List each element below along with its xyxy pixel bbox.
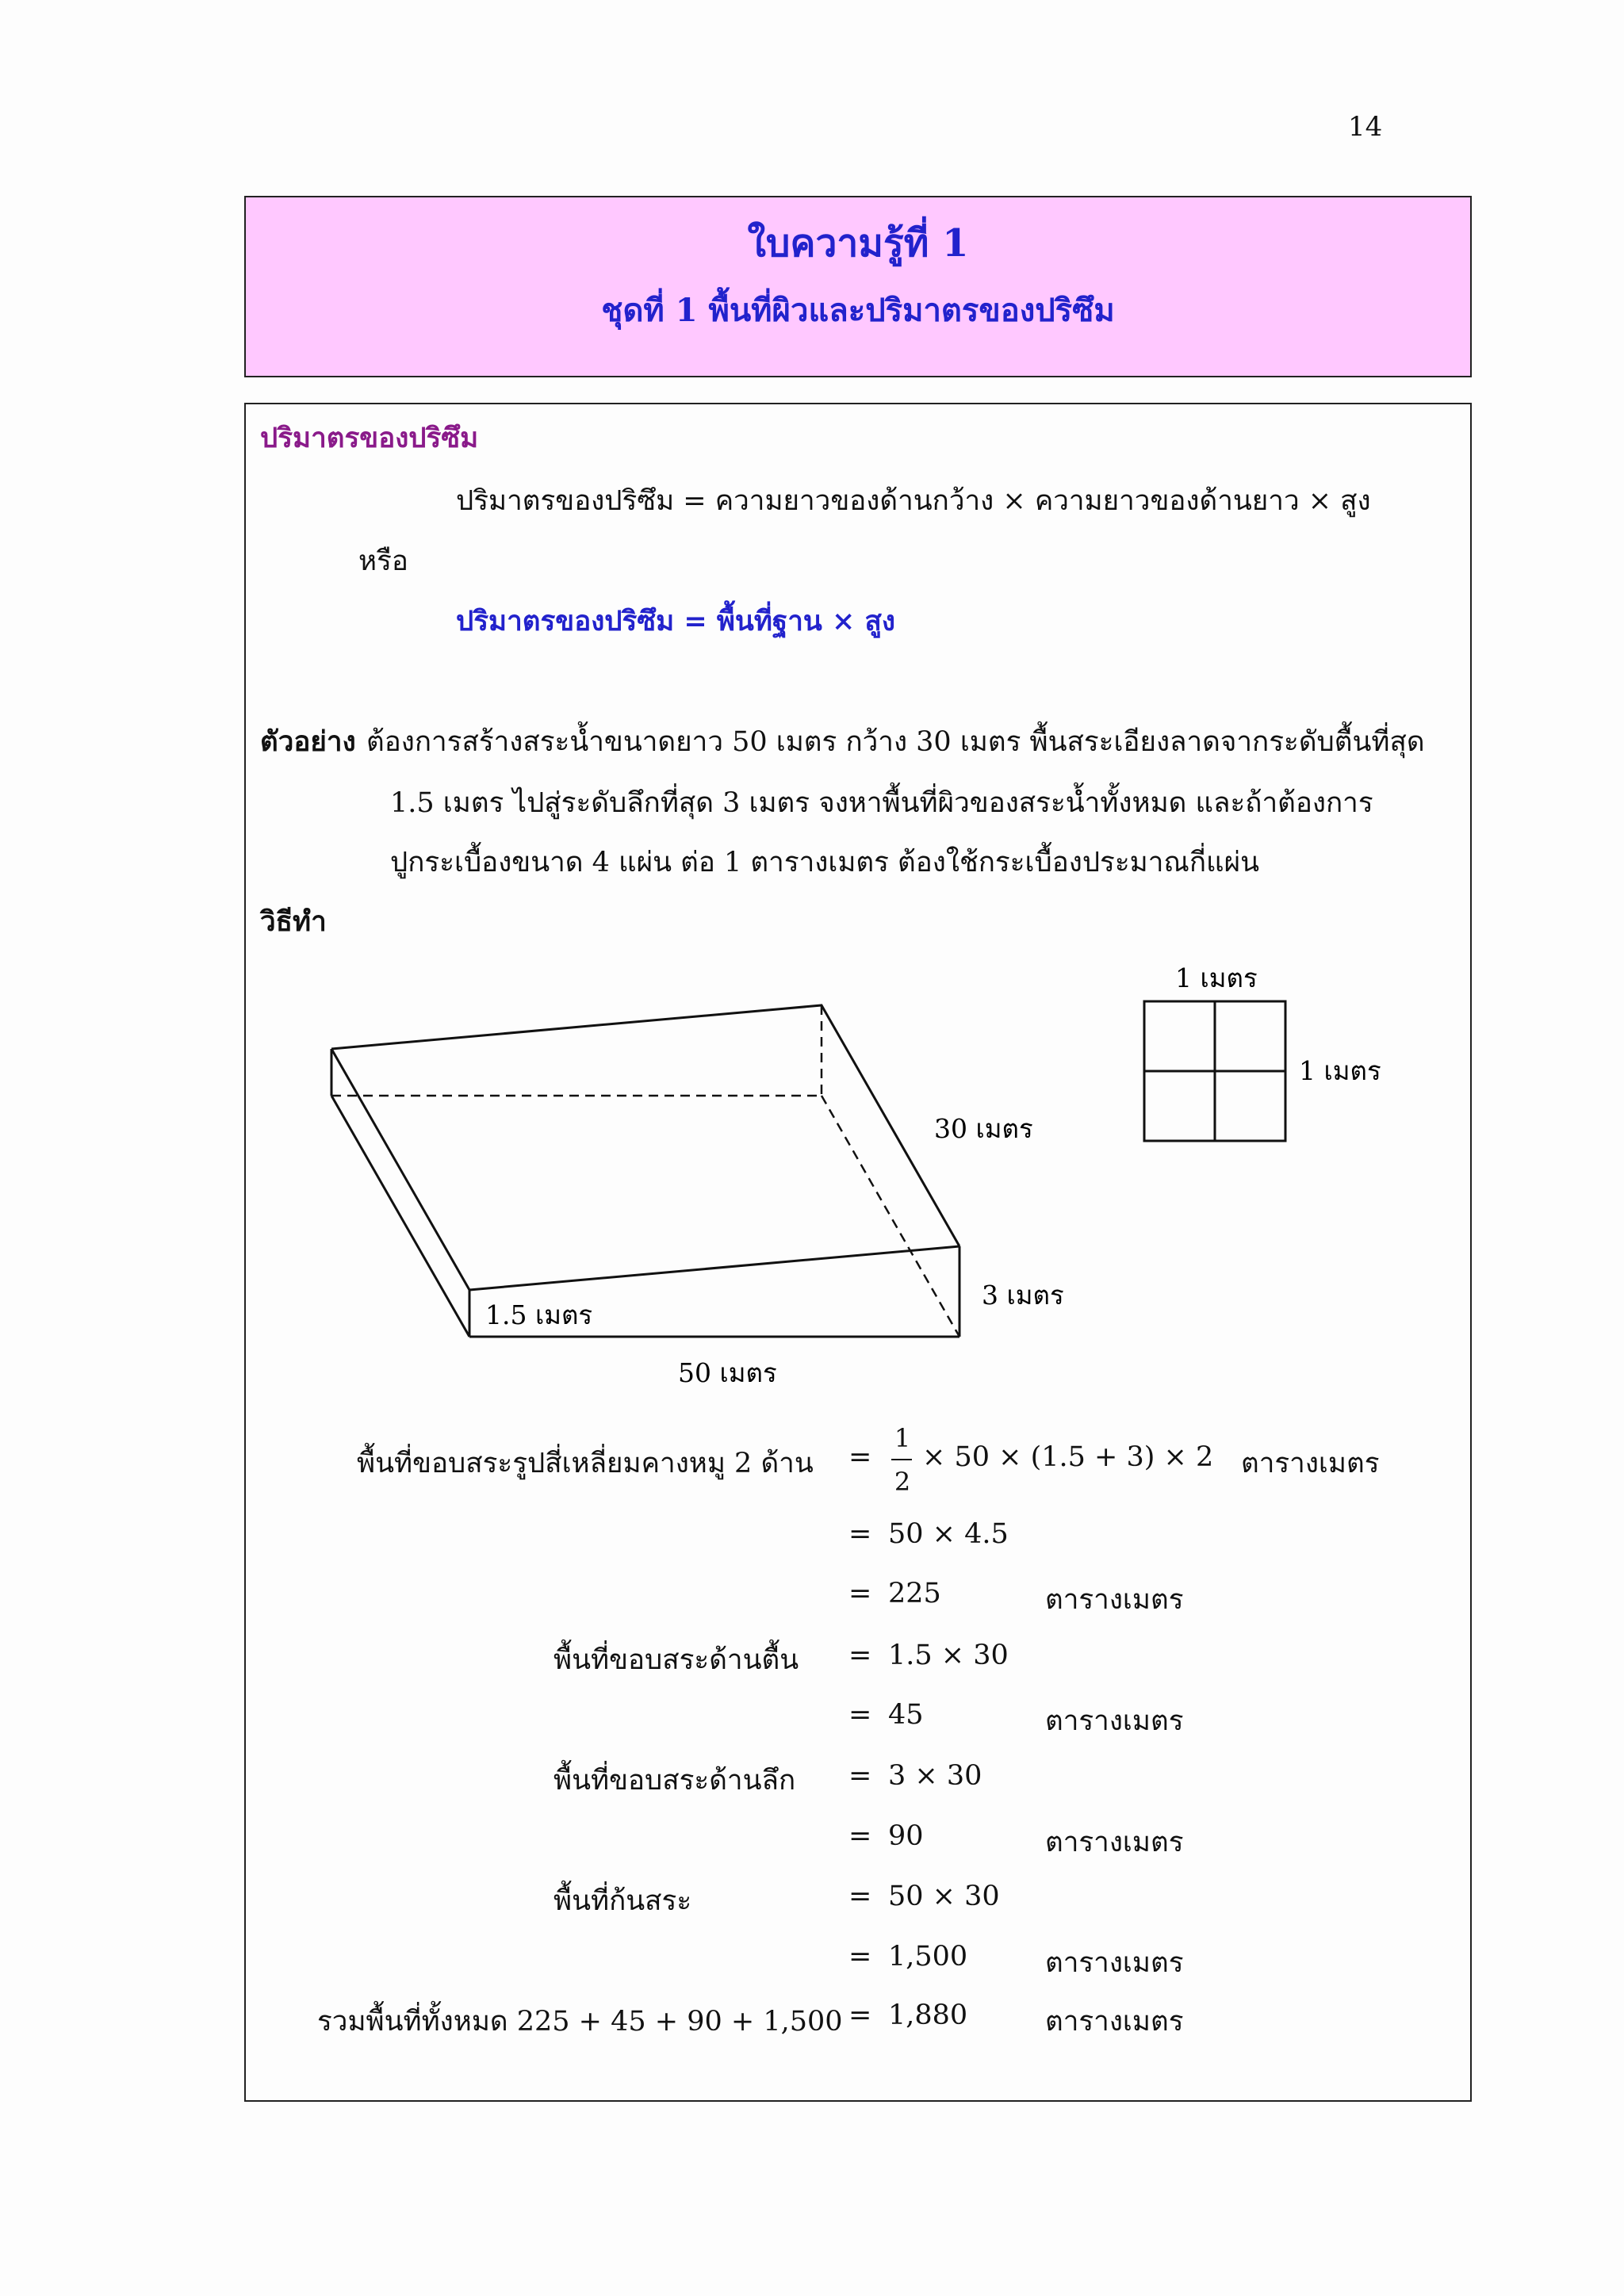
example-label: ตัวอย่าง <box>260 725 356 758</box>
calc-eq: = <box>848 1518 872 1550</box>
calc-eq: = <box>848 1999 872 2031</box>
calc-bottom-expr: 50 × 30 <box>888 1881 1000 1912</box>
shallow-label: 1.5 เมตร <box>485 1299 593 1330</box>
pool-near-edge <box>331 1049 469 1290</box>
example-line-3: ปูกระเบื้องขนาด 4 แผ่น ต่อ 1 ตารางเมตร ต้องใช้กระเบื้องประมาณกี่แผ่น <box>390 847 1260 878</box>
calc-deep-result: 90 <box>888 1820 924 1852</box>
calc-eq: = <box>848 1578 872 1609</box>
example-line-1: ต้องการสร้างสระน้ำขนาดยาว 50 เมตร กว้าง 30 เมตร พื้นสระเอียงลาดจากระดับตื้นที่สุด <box>366 726 1425 758</box>
calc-unit: ตารางเมตร <box>1045 2006 1184 2038</box>
calc-deep-expr: 3 × 30 <box>888 1760 982 1792</box>
calc-shallow-label: พื้นที่ขอบสระด้านตื้น <box>553 1644 799 1676</box>
calc-trapezoid-label: พื้นที่ขอบสระรูปสี่เหลี่ยมคางหมู 2 ด้าน <box>357 1448 814 1479</box>
calc-eq: = <box>848 1760 872 1792</box>
calc-bottom-result: 1,500 <box>888 1941 968 1973</box>
calc-unit: ตารางเมตร <box>1045 1827 1184 1858</box>
fraction-denominator: 2 <box>894 1467 911 1497</box>
tile-side-label: 1 เมตร <box>1299 1055 1381 1086</box>
page-title: ใบความรู้ที่ 1 <box>747 221 969 266</box>
calc-unit: ตารางเมตร <box>1045 1947 1184 1979</box>
deep-label: 3 เมตร <box>982 1280 1064 1311</box>
pool-front-top <box>469 1246 959 1290</box>
calc-bottom-label: พื้นที่ก้นสระ <box>553 1885 692 1917</box>
method-label: วิธีทำ <box>260 905 327 938</box>
length-label: 50 เมตร <box>678 1357 777 1388</box>
calc-eq: = <box>848 1640 872 1671</box>
calc-eq: = <box>848 1441 872 1473</box>
volume-formula-2: ปริมาตรของปริซึม = พื้นที่ฐาน × สูง <box>456 605 895 637</box>
calc-trapezoid-step: 50 × 4.5 <box>888 1518 1009 1550</box>
calc-deep-label: พื้นที่ขอบสระด้านลึก <box>553 1765 796 1797</box>
calc-unit: ตารางเมตร <box>1045 1705 1184 1737</box>
calc-total-result: 1,880 <box>888 1999 968 2031</box>
fraction-numerator: 1 <box>894 1423 911 1453</box>
calc-eq: = <box>848 1820 872 1852</box>
calc-eq: = <box>848 1699 872 1731</box>
calc-eq: = <box>848 1941 872 1973</box>
page-number: 14 <box>1348 111 1383 143</box>
fraction-bar <box>891 1459 912 1460</box>
section-heading: ปริมาตรของปริซึม <box>260 422 479 454</box>
pool-shallow-bottom-edge <box>331 1096 469 1337</box>
or-label: หรือ <box>358 545 408 577</box>
example-line-2: 1.5 เมตร ไปสู่ระดับลึกที่สุด 3 เมตร จงหาพื้นที่ผิวของสระน้ำทั้งหมด และถ้าต้องการ <box>390 787 1373 819</box>
volume-formula-1: ปริมาตรของปริซึม = ความยาวของด้านกว้าง × ความยาวของด้านยาว × สูง <box>456 485 1371 517</box>
calc-unit: ตารางเมตร <box>1045 1584 1184 1616</box>
calc-trapezoid-expr: × 50 × (1.5 + 3) × 2 <box>922 1441 1214 1473</box>
calc-total-label: รวมพื้นที่ทั้งหมด 225 + 45 + 90 + 1,500 <box>317 2006 843 2038</box>
calc-eq: = <box>848 1881 872 1912</box>
calc-trapezoid-result: 225 <box>888 1578 941 1609</box>
calc-shallow-expr: 1.5 × 30 <box>888 1640 1009 1671</box>
calc-shallow-result: 45 <box>888 1699 924 1731</box>
page-subtitle: ชุดที่ 1 พื้นที่ผิวและปริมาตรของปริซึม <box>601 292 1115 329</box>
width-label: 30 เมตร <box>934 1113 1033 1144</box>
pool-top-rim <box>331 1005 959 1246</box>
tile-top-label: 1 เมตร <box>1175 962 1258 993</box>
calc-trapezoid-unit: ตารางเมตร <box>1241 1448 1380 1479</box>
